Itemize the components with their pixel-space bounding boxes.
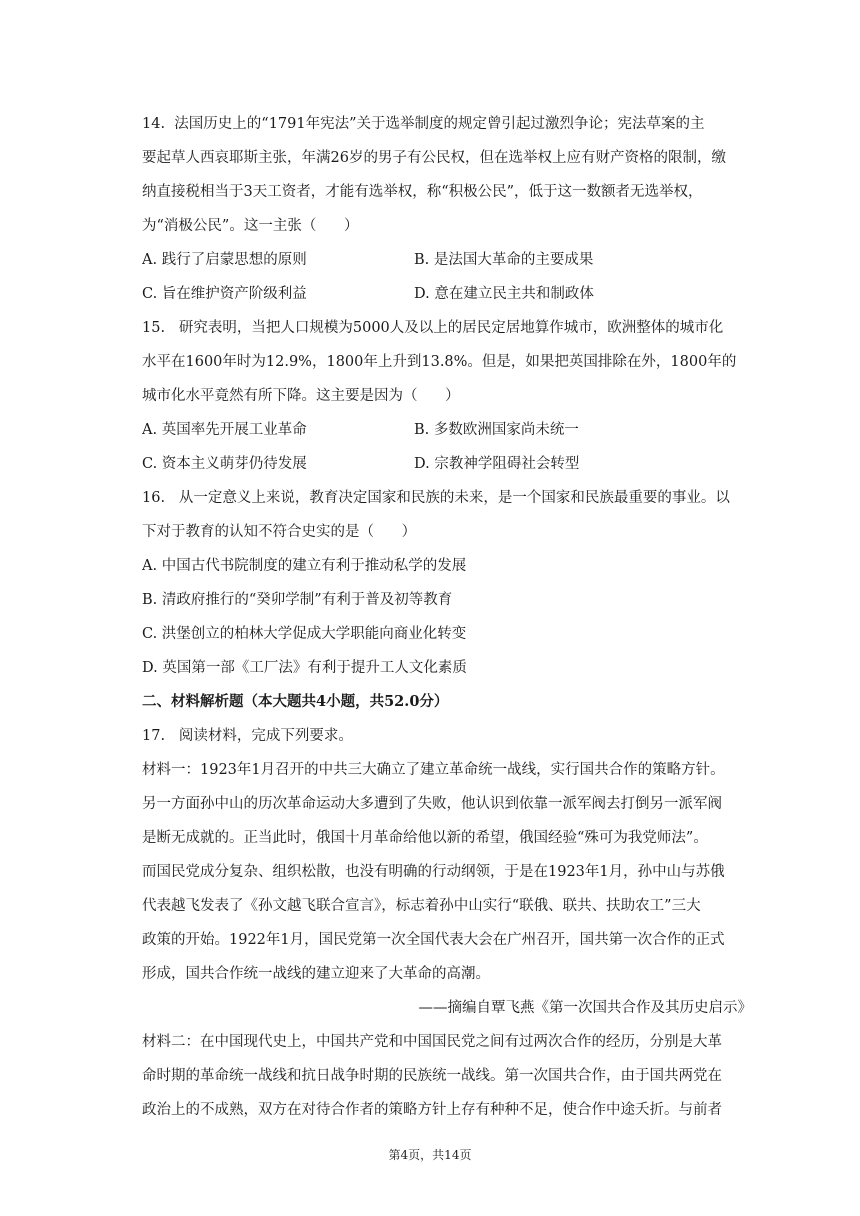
- section-heading: 二、材料解析题（本大题共4小题，共52.0分）: [142, 693, 449, 710]
- question-text-line: 15. 研究表明，当把人口规模为5000人及以上的居民定居地算作城市，欧洲整体的城市化: [142, 320, 724, 336]
- option-row: [142, 447, 752, 481]
- question-15: [142, 311, 752, 481]
- option-a: A. 英国率先开展工业革命: [142, 422, 307, 438]
- question-intro: 17. 阅读材料，完成下列要求。: [142, 728, 353, 744]
- material-two: [142, 1025, 752, 1127]
- option-row: [142, 413, 752, 447]
- material-line: 政治上的不成熟，双方在对待合作者的策略方针上存有种种不足，使合作中途夭折。与前者: [142, 1102, 722, 1118]
- question-text-line: 下对于教育的认知不符合史实的是（ ）: [142, 524, 417, 540]
- question-text-line: 城市化水平竟然有所下降。这主要是因为（ ）: [142, 388, 460, 404]
- question-text-line: 为“消极公民”。这一主张（ ）: [142, 218, 359, 234]
- material-line: 代表越飞发表了《孙文越飞联合宣言》，标志着孙中山实行“联俄、联共、扶助农工”三大: [142, 898, 701, 914]
- material-one: [142, 753, 752, 1025]
- option-a: A. 中国古代书院制度的建立有利于推动私学的发展: [142, 558, 467, 574]
- question-text-line: 要起草人西哀耶斯主张，年满26岁的男子有公民权，但在选举权上应有财产资格的限制，缴: [142, 150, 726, 166]
- option-c: C. 资本主义萌芽仍待发展: [142, 456, 307, 472]
- option-b: B. 多数欧洲国家尚未统一: [414, 422, 579, 438]
- material-line: 命时期的革命统一战线和抗日战争时期的民族统一战线。第一次国共合作，由于国共两党在: [142, 1068, 722, 1084]
- material-line: 另一方面孙中山的历次革命运动大多遭到了失败，他认识到依靠一派军阀去打倒另一派军阀: [142, 796, 722, 812]
- material-line: 是断无成就的。正当此时，俄国十月革命给他以新的希望，俄国经验“殊可为我党师法”。: [142, 830, 708, 846]
- option-b: B. 是法国大革命的主要成果: [414, 252, 594, 268]
- page-number: 第4页，共14页: [388, 1148, 472, 1162]
- option-d: D. 英国第一部《工厂法》有利于提升工人文化素质: [142, 660, 467, 676]
- question-16: [142, 481, 752, 685]
- question-text-line: 16. 从一定意义上来说，教育决定国家和民族的未来，是一个国家和民族最重要的事业。以: [142, 490, 730, 506]
- option-row: [142, 243, 752, 277]
- question-text-line: 水平在1600年时为12.9%，1800年上升到13.8%。但是，如果把英国排除在外，1800年的: [142, 354, 737, 370]
- option-b: B. 清政府推行的“癸卯学制”有利于普及初等教育: [142, 592, 453, 608]
- material-line: 政策的开始。1922年1月，国民党第一次全国代表大会在广州召开，国共第一次合作的正式: [142, 932, 725, 948]
- option-row: [142, 277, 752, 311]
- material-line: 材料二：在中国现代史上，中国共产党和中国国民党之间有过两次合作的经历，分别是大革: [142, 1034, 722, 1050]
- option-c: C. 旨在维护资产阶级利益: [142, 286, 307, 302]
- option-c: C. 洪堡创立的柏林大学促成大学职能向商业化转变: [142, 626, 467, 642]
- question-17: [142, 719, 752, 1127]
- material-line: 材料一：1923年1月召开的中共三大确立了建立革命统一战线，实行国共合作的策略方针。: [142, 762, 725, 778]
- option-d: D. 意在建立民主共和制政体: [414, 286, 594, 302]
- question-text-line: 纳直接税相当于3天工资者，才能有选举权，称“积极公民”，低于这一数额者无选举权，: [142, 184, 703, 200]
- material-source: ——摘编自覃飞燕《第一次国共合作及其历史启示》: [418, 1000, 752, 1016]
- option-d: D. 宗教神学阻碍社会转型: [414, 456, 580, 472]
- question-text-line: 14. 法国历史上的“1791年宪法”关于选举制度的规定曾引起过激烈争论；宪法草案的主: [142, 116, 705, 132]
- page-content: [142, 107, 752, 1127]
- material-line: 而国民党成分复杂、组织松散，也没有明确的行动纲领，于是在1923年1月，孙中山与苏俄: [142, 864, 725, 880]
- material-line: 形成，国共合作统一战线的建立迎来了大革命的高潮。: [142, 966, 490, 982]
- option-a: A. 践行了启蒙思想的原则: [142, 252, 307, 268]
- question-14: [142, 107, 752, 311]
